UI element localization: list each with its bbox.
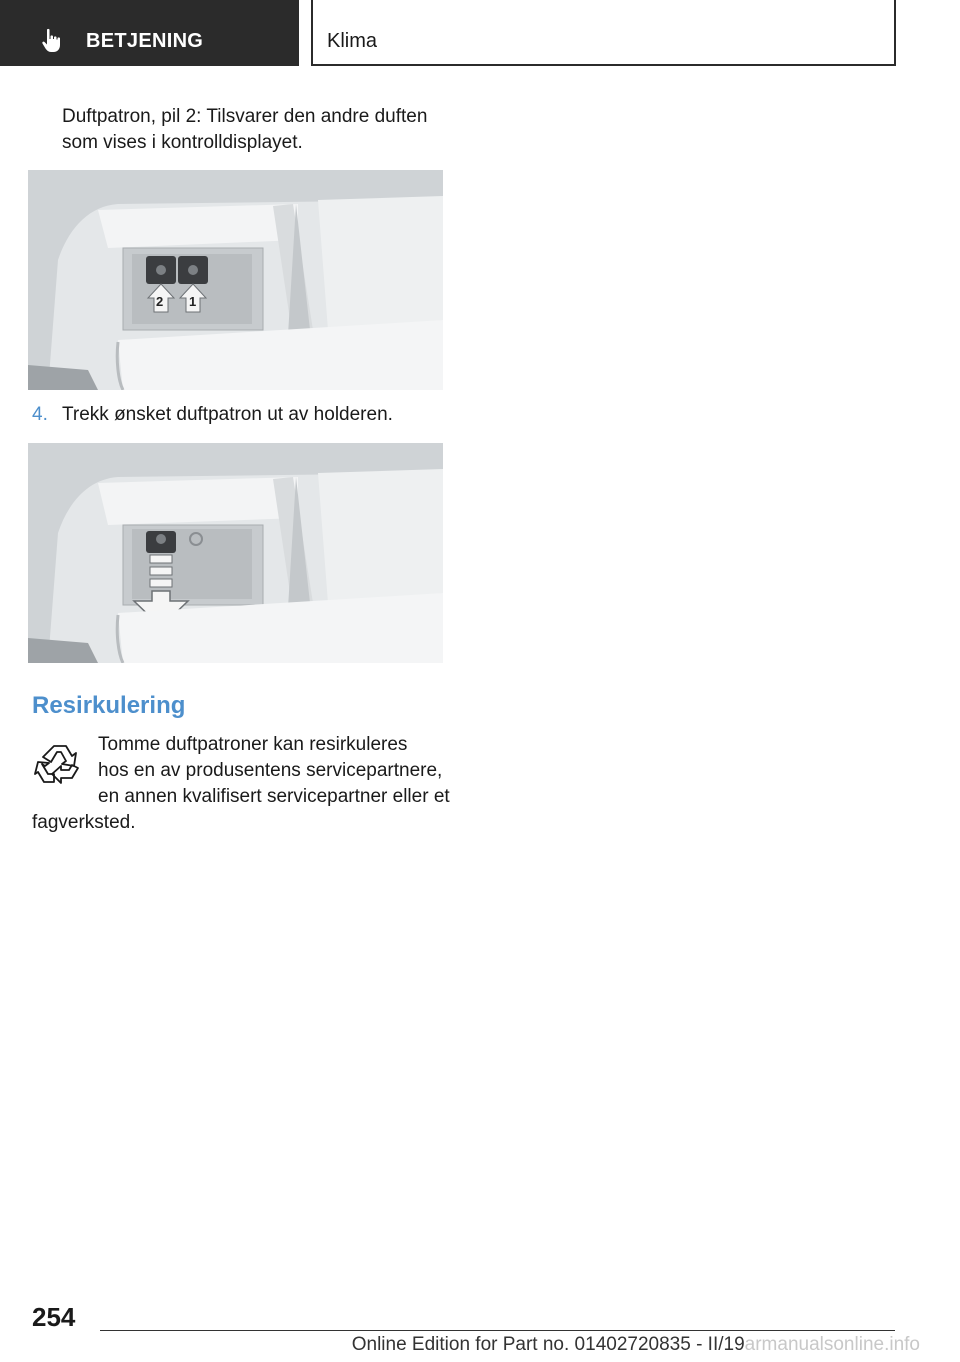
cartridge-holder-illustration [28,170,443,390]
chapter-box [311,0,896,66]
figure-cartridge-removal [28,443,443,663]
recycling-line: hos en av produsentens servicepartnere, [98,760,443,781]
recycling-heading: Resirkulering [32,692,186,719]
section-label: BETJENING [86,30,204,52]
recycling-paragraph [32,732,452,836]
page-header [0,0,960,66]
page-number: 254 [32,1302,76,1332]
step-number: 4. [32,404,48,425]
step-text: Trekk ønsket duftpatron ut av holderen. [62,404,393,425]
arrow-label-1: 1 [189,294,197,309]
edition-text: Online Edition for Part no. 01402720835 - II/19 [351,1334,745,1355]
chapter-label: Klima [327,30,378,52]
footer-edition [0,1334,960,1356]
arrow-label-2: 2 [156,294,164,309]
hand-pointer-icon [38,26,66,54]
recycling-line: fagverksted. [32,812,136,833]
watermark-text[interactable]: armanualsonline.info [744,1334,920,1355]
intro-paragraph: Duftpatron, pil 2: Tilsvarer den andre duften som vises i kontrolldisplayet. [62,106,428,153]
figure-cartridge-holder [28,170,443,390]
footer-divider [100,1330,895,1331]
cartridge-removal-illustration [28,443,443,663]
recycling-line: en annen kvalifisert servicepartner eller et [98,786,450,807]
recycling-line: Tomme duftpatroner kan resirkuleres [98,734,408,755]
section-tab [0,0,299,66]
